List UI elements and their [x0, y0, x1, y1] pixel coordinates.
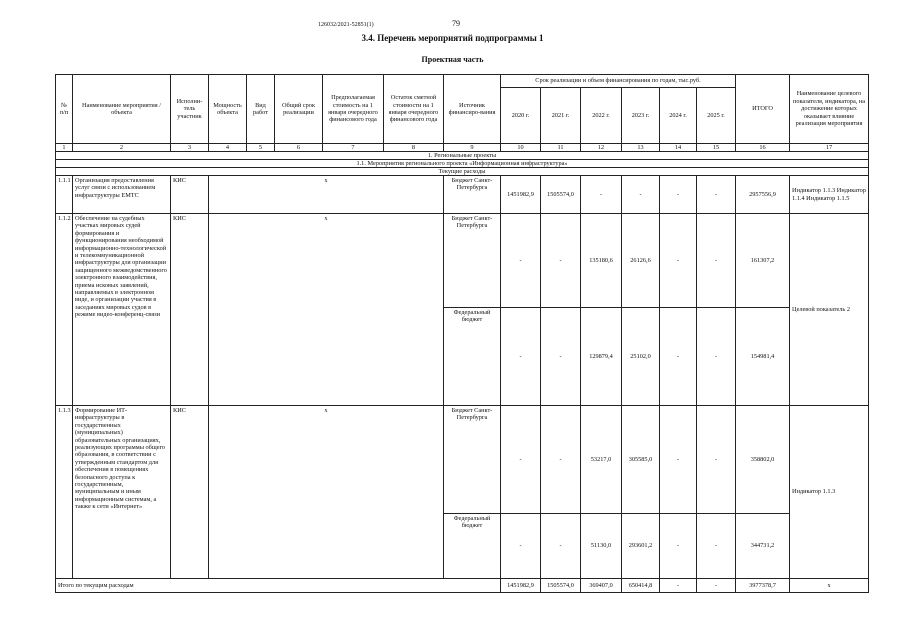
row-value: - — [622, 176, 660, 214]
table-row — [56, 176, 869, 214]
row-value: - — [501, 514, 541, 579]
row-name: Формирование ИТ-инфраструктуры в государственных (муниципальных) образовательных организациях, реализующих программы общего образования, в соответствии с утвержденным стандартом для обеспечения в помещениях безопасного доступа к государственным, муниципальным и иным информационным системам, а также к сети «Интернет» — [73, 406, 171, 579]
row-value: 129879,4 — [581, 308, 622, 406]
section-heading-regional-projects: 1. Региональные проекты — [56, 152, 869, 160]
header-total: ИТОГО — [736, 75, 790, 144]
row-indicator: Целевой показатель 2 — [790, 214, 869, 406]
row-value: - — [697, 406, 736, 514]
column-number: 10 — [501, 144, 541, 152]
header-source: Источник финансиро-вания — [444, 75, 501, 144]
row-x-mark: x — [209, 214, 444, 406]
header-year: 2024 г. — [660, 88, 697, 144]
row-executor: КИС — [171, 406, 209, 579]
row-name: Обеспечение на судебных участках мировых судей формирования и функционирования необходимой информационно-технологической и телекоммуникационной инфраструктуры для организации защищенного межведомственного электронного взаимодействия, приема исковых заявлений, направляемых в электронном виде, и организации участия в заседаниях мировых судов в режиме видео-конференц-связи — [73, 214, 171, 406]
row-value: - — [660, 176, 697, 214]
column-number-row — [56, 144, 869, 152]
row-value: 305585,0 — [622, 406, 660, 514]
row-value: - — [660, 406, 697, 514]
header-finance-group: Срок реализации и объем финансирования по годам, тыс.руб. — [501, 75, 736, 88]
total-value: 1451982,9 — [501, 579, 541, 593]
header-year: 2020 г. — [501, 88, 541, 144]
measures-table — [55, 74, 869, 593]
header-period: Общий срок реализации — [275, 75, 323, 144]
total-x-mark: x — [790, 579, 869, 593]
row-value: - — [501, 406, 541, 514]
total-row — [56, 579, 869, 593]
row-value: 293601,2 — [622, 514, 660, 579]
row-x-mark: x — [209, 176, 444, 214]
row-value: - — [697, 176, 736, 214]
column-number: 6 — [275, 144, 323, 152]
column-number: 12 — [581, 144, 622, 152]
row-total: 161307,2 — [736, 214, 790, 308]
column-number: 5 — [247, 144, 275, 152]
row-value: - — [541, 406, 581, 514]
header-work-type: Вид работ — [247, 75, 275, 144]
header-year: 2023 г. — [622, 88, 660, 144]
row-number: 1.1.1 — [56, 176, 73, 214]
row-value: - — [697, 308, 736, 406]
table-row — [56, 214, 869, 308]
row-value: - — [541, 514, 581, 579]
row-value: 26126,6 — [622, 214, 660, 308]
column-number: 15 — [697, 144, 736, 152]
row-total: 344731,2 — [736, 514, 790, 579]
row-value: 25102,0 — [622, 308, 660, 406]
row-value: - — [501, 214, 541, 308]
row-value: - — [541, 214, 581, 308]
column-number: 9 — [444, 144, 501, 152]
total-value: - — [697, 579, 736, 593]
row-value: - — [581, 176, 622, 214]
row-value: - — [660, 308, 697, 406]
column-number: 17 — [790, 144, 869, 152]
row-indicator: Индикатор 1.1.3 Индикатор 1.1.4 Индикатор 1.1.5 — [790, 176, 869, 214]
section-heading-current-expenses: Текущие расходы — [56, 168, 869, 176]
row-number: 1.1.2 — [56, 214, 73, 406]
row-source: Федеральный бюджет — [444, 308, 501, 406]
row-value: 1451982,9 — [501, 176, 541, 214]
row-value: 1505574,0 — [541, 176, 581, 214]
page-number: 79 — [452, 19, 460, 28]
row-source: Бюджет Санкт-Петербурга — [444, 214, 501, 308]
header-name: Наименование мероприятия /объекта — [73, 75, 171, 144]
header-indicator: Наименование целевого показателя, индикатора, на достижение которых оказывает влияние реализация мероприятия — [790, 75, 869, 144]
column-number: 8 — [384, 144, 444, 152]
row-total: 358802,0 — [736, 406, 790, 514]
row-executor: КИС — [171, 176, 209, 214]
row-value: 53217,0 — [581, 406, 622, 514]
row-value: - — [697, 214, 736, 308]
row-value: - — [501, 308, 541, 406]
row-source: Бюджет Санкт-Петербурга — [444, 406, 501, 514]
row-source: Федеральный бюджет — [444, 514, 501, 579]
row-total: 2957556,9 — [736, 176, 790, 214]
column-number: 16 — [736, 144, 790, 152]
row-total: 154981,4 — [736, 308, 790, 406]
row-source: Бюджет Санкт-Петербурга — [444, 176, 501, 214]
row-indicator: Индикатор 1.1.3 — [790, 406, 869, 579]
column-number: 11 — [541, 144, 581, 152]
column-number: 1 — [56, 144, 73, 152]
document-number: 126032/2021-52851(1) — [318, 22, 374, 28]
header-capacity: Мощность объекта — [209, 75, 247, 144]
row-value: - — [541, 308, 581, 406]
header-year: 2021 г. — [541, 88, 581, 144]
row-value: - — [660, 514, 697, 579]
column-number: 4 — [209, 144, 247, 152]
total-value: - — [660, 579, 697, 593]
row-value: - — [697, 514, 736, 579]
grand-total: 3977378,7 — [736, 579, 790, 593]
row-name: Организация предоставления услуг связи с использованием инфраструктуры ЕМТС — [73, 176, 171, 214]
column-number: 7 — [323, 144, 384, 152]
header-est-cost: Предполагаемая стоимость на 1 января очередного финансового года — [323, 75, 384, 144]
total-label: Итого по текущим расходам — [56, 579, 501, 593]
header-num: № п/п — [56, 75, 73, 144]
row-value: - — [660, 214, 697, 308]
column-number: 14 — [660, 144, 697, 152]
section-heading-info-infrastructure: 1.1. Мероприятия регионального проекта «Информационная инфраструктура» — [56, 160, 869, 168]
column-number: 13 — [622, 144, 660, 152]
total-value: 650414,8 — [622, 579, 660, 593]
row-number: 1.1.3 — [56, 406, 73, 579]
total-value: 369407,0 — [581, 579, 622, 593]
table-row — [56, 406, 869, 514]
row-value: 135180,6 — [581, 214, 622, 308]
header-executor: Исполни-тель участник — [171, 75, 209, 144]
column-number: 3 — [171, 144, 209, 152]
row-value: 51130,0 — [581, 514, 622, 579]
row-executor: КИС — [171, 214, 209, 406]
total-value: 1505574,0 — [541, 579, 581, 593]
page-subtitle: Проектная часть — [421, 55, 484, 64]
page-title: 3.4. Перечень мероприятий подпрограммы 1 — [361, 33, 544, 43]
header-year: 2022 г. — [581, 88, 622, 144]
row-x-mark: x — [209, 406, 444, 579]
column-number: 2 — [73, 144, 171, 152]
header-year: 2025 г. — [697, 88, 736, 144]
header-remaining: Остаток сметной стоимости на 1 января очередного финансового года — [384, 75, 444, 144]
